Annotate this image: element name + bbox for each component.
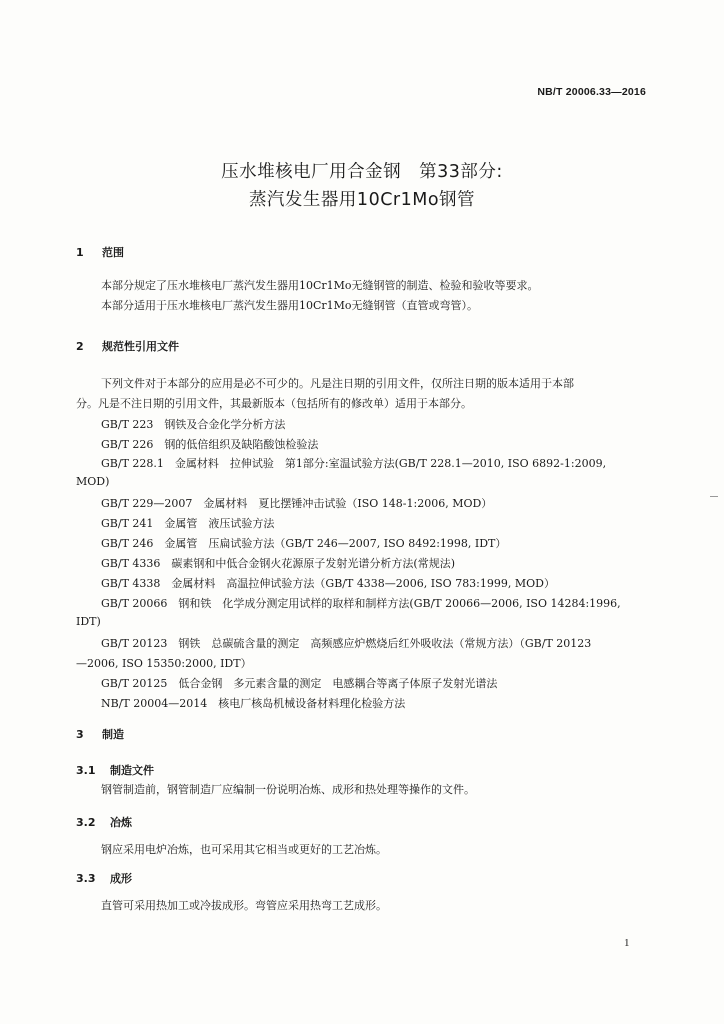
subsection-3-2-text: 钢应采用电炉冶炼，也可采用其它相当或更好的工艺冶炼。: [101, 843, 387, 856]
subsection-3-3-text: 直管可采用热加工或冷拔成形。弯管应采用热弯工艺成形。: [101, 899, 387, 912]
document-title-line-1: 压水堆核电厂用合金钢 第33部分:: [221, 162, 503, 182]
reference-item: GB/T 4336 碳素钢和中低合金钢火花源原子发射光谱分析方法(常规法): [101, 557, 455, 570]
reference-item-continuation: IDT): [76, 615, 101, 628]
section-number: 1: [76, 246, 84, 259]
reference-item: GB/T 241 金属管 液压试验方法: [101, 517, 275, 530]
section-1-heading: [76, 244, 124, 260]
subsection-title: 制造文件: [110, 764, 154, 777]
subsection-number: 3.1: [76, 764, 96, 777]
subsection-3-2-heading: [76, 814, 132, 830]
subsection-title: 冶炼: [110, 816, 132, 829]
section-number: 2: [76, 340, 84, 353]
subsection-3-1-heading: [76, 762, 154, 778]
reference-item-continuation: MOD): [76, 475, 110, 488]
document-title-line-2: 蒸汽发生器用10Cr1Mo钢管: [248, 190, 476, 210]
reference-item: GB/T 246 金属管 压扁试验方法（GB/T 246—2007, ISO 8492:1998, IDT）: [101, 537, 507, 550]
subsection-title: 成形: [110, 872, 132, 885]
section-title: 制造: [102, 728, 124, 741]
subsection-number: 3.3: [76, 872, 96, 885]
page-number: 1: [624, 937, 630, 949]
section-1-paragraph-1: 本部分规定了压水堆核电厂蒸汽发生器用10Cr1Mo无缝钢管的制造、检验和验收等要求。: [101, 279, 539, 292]
section-2-heading: [76, 338, 179, 354]
reference-item: GB/T 228.1 金属材料 拉伸试验 第1部分:室温试验方法(GB/T 228.1—2010, ISO 6892-1:2009,: [101, 457, 607, 470]
section-1-paragraph-2: 本部分适用于压水堆核电厂蒸汽发生器用10Cr1Mo无缝钢管（直管或弯管）。: [101, 299, 479, 312]
subsection-number: 3.2: [76, 816, 96, 829]
section-2-intro-line-2: 分。凡是不注日期的引用文件，其最新版本（包括所有的修改单）适用于本部分。: [76, 397, 472, 410]
document-code: NB/T 20006.33—2016: [537, 86, 646, 98]
section-title: 规范性引用文件: [102, 340, 179, 353]
reference-item: GB/T 20125 低合金钢 多元素含量的测定 电感耦合等离子体原子发射光谱法: [101, 677, 498, 690]
subsection-3-1-text: 钢管制造前，钢管制造厂应编制一份说明冶炼、成形和热处理等操作的文件。: [101, 783, 475, 796]
subsection-3-3-heading: [76, 870, 132, 886]
section-3-heading: [76, 726, 124, 742]
reference-item: GB/T 4338 金属材料 高温拉伸试验方法（GB/T 4338—2006, ISO 783:1999, MOD）: [101, 577, 555, 590]
reference-item: GB/T 20066 钢和铁 化学成分测定用试样的取样和制样方法(GB/T 20066—2006, ISO 14284:1996,: [101, 597, 621, 610]
reference-item: GB/T 20123 钢铁 总碳硫含量的测定 高频感应炉燃烧后红外吸收法（常规方法）（GB/T 20123: [101, 637, 592, 650]
section-title: 范围: [102, 246, 124, 259]
reference-item-continuation: —2006, ISO 15350:2000, IDT）: [76, 657, 252, 670]
reference-item: GB/T 226 钢的低倍组织及缺陷酸蚀检验法: [101, 438, 319, 451]
scan-edge-mark: [710, 496, 718, 497]
section-number: 3: [76, 728, 84, 741]
section-2-intro-line-1: 下列文件对于本部分的应用是必不可少的。凡是注日期的引用文件，仅所注日期的版本适用于本部: [101, 377, 574, 390]
reference-item: GB/T 223 钢铁及合金化学分析方法: [101, 418, 286, 431]
reference-item: NB/T 20004—2014 核电厂核岛机械设备材料理化检验方法: [101, 697, 406, 710]
reference-item: GB/T 229—2007 金属材料 夏比摆锤冲击试验（ISO 148-1:2006, MOD）: [101, 497, 493, 510]
